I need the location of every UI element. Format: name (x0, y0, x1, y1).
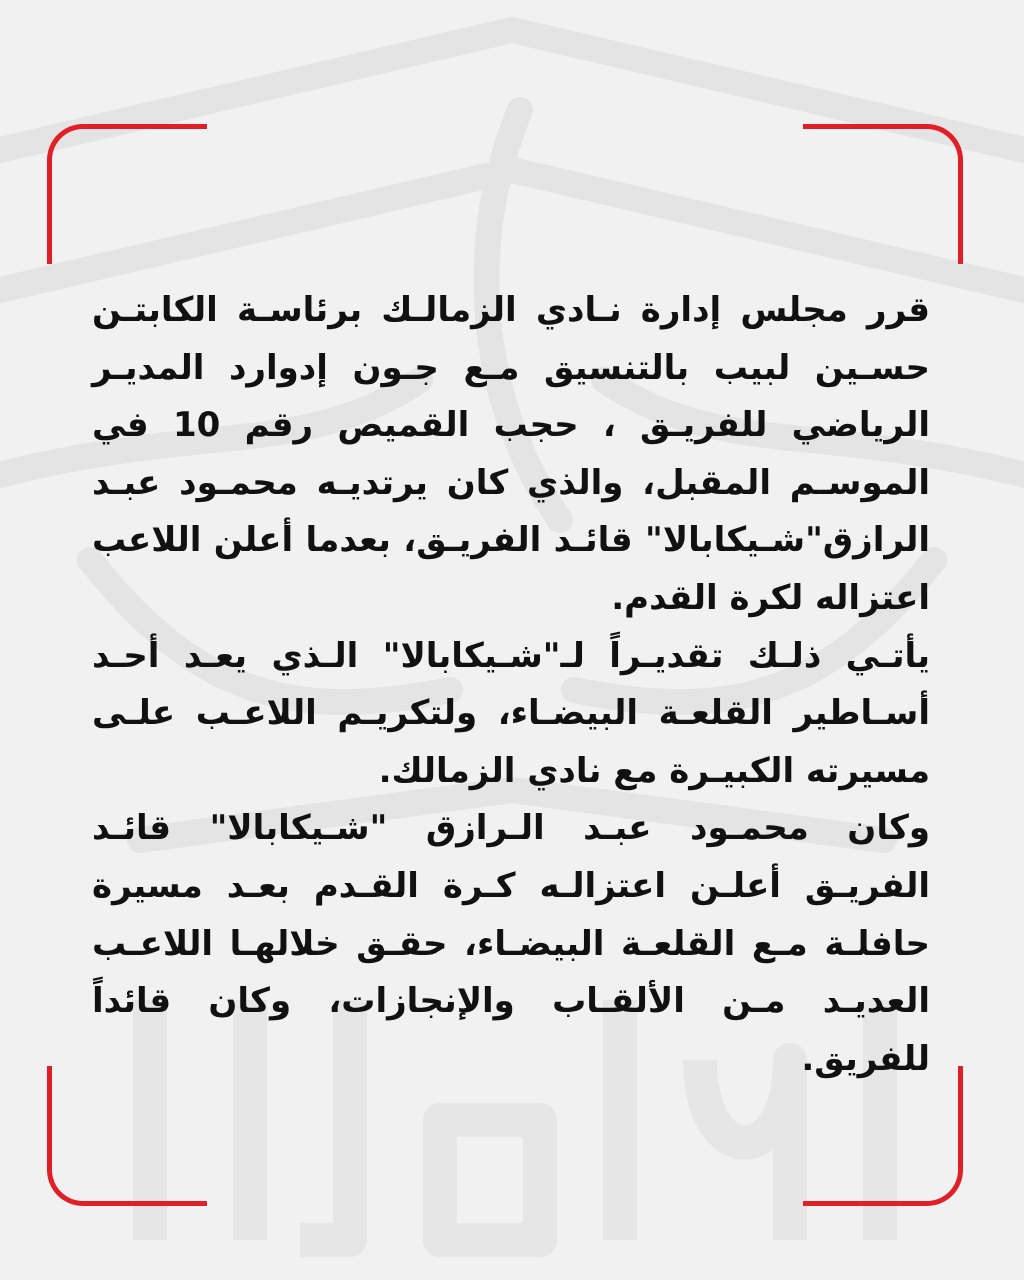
frame-corner-top-left (47, 124, 207, 264)
paragraph: قرر مجلس إدارة نـادي الزمالـك برئاسـة الكابتـن حسـين لبيب بالتنسيق مـع جـون إدوارد المديـر الرياضي للفريـق ، حجب القميص رقم 10 في الموسـم المقبل، والذي كان يرتديـه محمـود عبـد الرازق"شـيكابالا" قائـد الفريـق، بعدما أعلن اللاعب اعتزاله لكرة القدم. (92, 290, 931, 618)
paragraph: يأتـي ذلـك تقديـراً لـ"شـيكابالا" الـذي يعـد أحـد أسـاطير القلعـة البيضـاء، ولتكريـم اللاعـب علـى مسيرته الكبيـرة مع نادي الزمالك. (92, 635, 930, 791)
frame-corner-top-right (803, 124, 963, 264)
announcement-text (92, 282, 930, 1088)
paragraph: وكان محمـود عبـد الـرازق "شـيكابالا" قائـد الفريـق أعلـن اعتزالـه كـرة القـدم بعـد مسيرة حافلـة مـع القلعـة البيضـاء، حقـق خلالهـا اللاعـب العديـد مـن الألقـاب والإنجازات، وكان قائداً للفريق. (92, 808, 930, 1079)
